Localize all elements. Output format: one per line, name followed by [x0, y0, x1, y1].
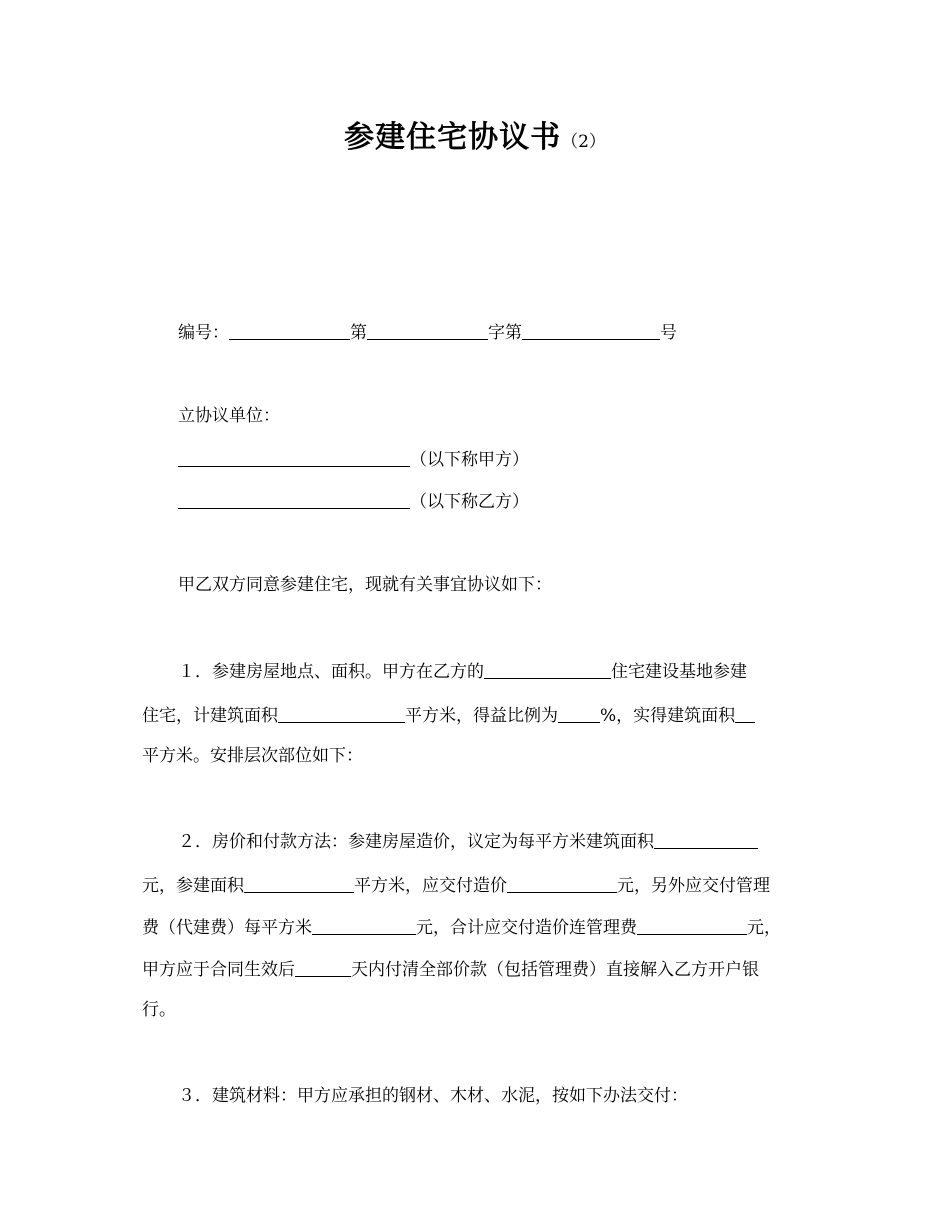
blank-field	[735, 704, 755, 723]
clause2-text: 元，	[747, 918, 781, 938]
clause2-line5: 行。	[142, 1000, 176, 1020]
number-hao: 号	[660, 323, 677, 343]
number-label: 编号：	[178, 323, 229, 343]
blank-field	[367, 321, 488, 340]
clause1-text: 平方米，得益比例为	[405, 706, 558, 726]
blank-field	[637, 916, 747, 935]
party-a-line	[178, 448, 529, 470]
clause1-line3: 平方米。安排层次部位如下：	[142, 746, 363, 766]
clause2-text: 平方米，应交付造价	[354, 876, 507, 896]
blank-field	[278, 704, 405, 723]
clause2-text: 费（代建费）每平方米	[142, 918, 312, 938]
clause2-text: 元，另外应交付管理	[617, 876, 770, 896]
blank-field	[484, 660, 611, 679]
clause2-text: 元，合计应交付造价连管理费	[416, 918, 637, 938]
party-a-label: （以下称甲方）	[410, 450, 529, 470]
title-main: 参建住宅协议书	[344, 120, 562, 155]
clause2-text: ２．房价和付款方法：参建房屋造价，议定为每平方米建筑面积	[178, 832, 654, 852]
blank-field	[178, 448, 410, 467]
parties-heading: 立协议单位：	[178, 406, 280, 426]
clause1-line1	[178, 660, 747, 682]
clause2-line2	[142, 874, 770, 896]
party-b-line	[178, 490, 529, 512]
title-suffix: （2）	[561, 132, 606, 152]
blank-field	[522, 321, 660, 340]
blank-field	[507, 874, 617, 893]
blank-field	[244, 874, 354, 893]
intro-paragraph: 甲乙双方同意参建住宅，现就有关事宜协议如下：	[178, 575, 552, 595]
clause1-text: １．参建房屋地点、面积。甲方在乙方的	[178, 662, 484, 682]
clause2-text: 甲方应于合同生效后	[142, 960, 295, 980]
party-b-label: （以下称乙方）	[410, 492, 529, 512]
clause3-line1: ３．建筑材料：甲方应承担的钢材、木材、水泥，按如下办法交付：	[178, 1086, 688, 1106]
number-line	[178, 321, 677, 343]
number-zidi: 字第	[488, 323, 522, 343]
number-di: 第	[350, 323, 367, 343]
blank-field	[178, 490, 410, 509]
clause1-line2	[142, 704, 755, 726]
clause2-text: 元，参建面积	[142, 876, 244, 896]
blank-field	[312, 916, 416, 935]
blank-field	[295, 958, 351, 977]
clause2-text: 天内付清全部价款（包括管理费）直接解入乙方开户银	[351, 960, 759, 980]
clause1-text: 住宅，计建筑面积	[142, 706, 278, 726]
clause2-line1	[178, 830, 758, 852]
clause1-text: 住宅建设基地参建	[611, 662, 747, 682]
blank-field	[229, 321, 350, 340]
clause1-text: %，实得建筑面积	[600, 706, 736, 726]
clause2-line3	[142, 916, 781, 938]
blank-field	[654, 830, 758, 849]
blank-field	[558, 704, 600, 723]
document-title	[0, 112, 950, 156]
clause2-line4	[142, 958, 759, 980]
